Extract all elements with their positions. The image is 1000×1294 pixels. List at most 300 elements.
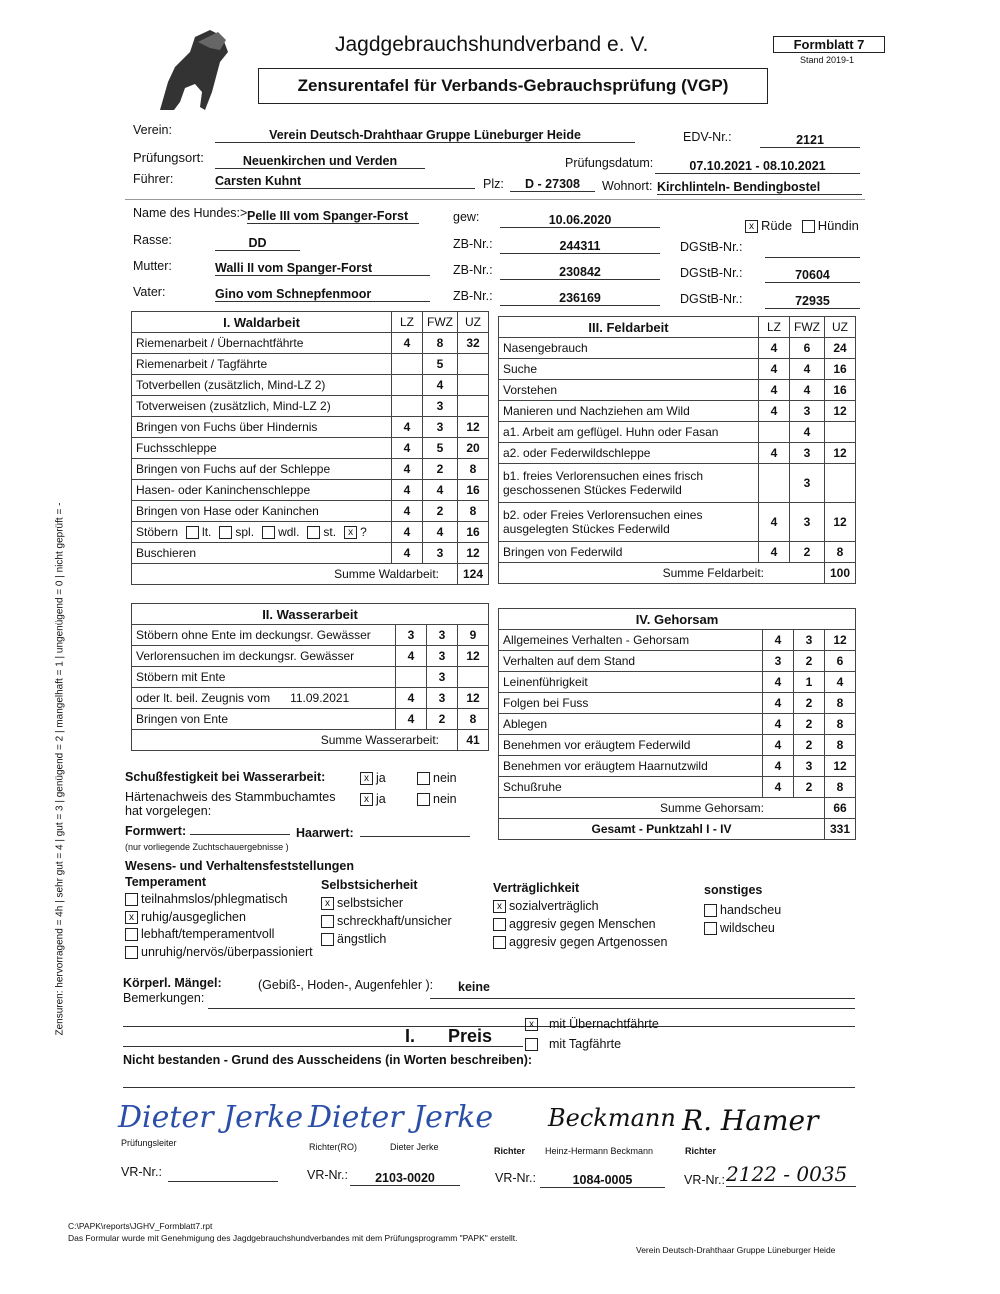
datum-label: Prüfungsdatum:: [565, 156, 654, 170]
wald-row-uz: [458, 375, 489, 396]
temperament-label: unruhig/nervös/überpassioniert: [141, 944, 313, 959]
uebernacht-option[interactable]: [525, 1017, 659, 1031]
stoebern-checkbox[interactable]: [307, 526, 320, 539]
gehorsam-row-label-text: Folgen bei Fuss: [503, 696, 589, 710]
wasser-row-label-text: oder lt. beil. Zeugnis vom: [136, 691, 271, 705]
ruede-checkbox[interactable]: x: [745, 220, 758, 233]
wald-row-label-text: Bringen von Fuchs über Hindernis: [136, 420, 318, 434]
selbst-option[interactable]: [321, 912, 452, 930]
feld-row-label: [499, 401, 759, 422]
gehorsam-row-label: [499, 672, 763, 693]
wasser-row-uz: [458, 667, 489, 688]
footer-path: C:\PAPK\reports\JGHV_Formblatt7.rpt: [68, 1221, 213, 1231]
formwert-note: (nur vorliegende Zuchtschauergebnisse ): [125, 842, 289, 852]
temperament-label: ruhig/ausgeglichen: [141, 909, 246, 924]
wald-row-fwz: 3: [423, 417, 458, 438]
zb-label: ZB-Nr.:: [453, 237, 493, 251]
wald-row-fwz: 5: [423, 354, 458, 375]
feld-row-fwz: 4: [790, 359, 825, 380]
feld-row-fwz: 4: [790, 380, 825, 401]
gehorsam-row-lz: 4: [763, 714, 794, 735]
feld-header: [499, 317, 856, 338]
mutter-zb: 230842: [500, 265, 660, 280]
gehorsam-row-uz: 8: [825, 714, 856, 735]
wasser-header: [132, 604, 489, 625]
gehorsam-row-fwz: 2: [794, 651, 825, 672]
stoebern-option[interactable]: [307, 525, 336, 539]
preis-label: Preis: [448, 1026, 493, 1046]
plz-label: Plz:: [483, 177, 504, 191]
separator: [125, 199, 865, 200]
vert-checkbox[interactable]: [493, 936, 506, 949]
wald-row: [132, 438, 489, 459]
ruede-option[interactable]: [745, 218, 859, 233]
temperament-title: Temperament: [125, 875, 207, 889]
selbst-list: [321, 894, 452, 948]
vert-checkbox[interactable]: x: [493, 900, 506, 913]
gehorsam-row-fwz: 2: [794, 714, 825, 735]
vert-list: [493, 897, 667, 951]
feld-row-uz: [825, 422, 856, 443]
gehorsam-row-label: [499, 777, 763, 798]
wald-row-uz: [458, 354, 489, 375]
feldarbeit-table: [498, 316, 856, 584]
wald-row-label-text: Fuchsschleppe: [136, 441, 217, 455]
selbst-title: Selbstsicherheit: [321, 878, 418, 892]
feld-sum: 100: [825, 563, 856, 584]
gew-label: gew:: [453, 210, 480, 224]
wasser-row: [132, 646, 489, 667]
wald-row-lz: 4: [392, 543, 423, 564]
gehorsam-row: [499, 756, 856, 777]
wald-row-fwz: 2: [423, 501, 458, 522]
feld-row-uz: 16: [825, 359, 856, 380]
wohnort-label: Wohnort:: [602, 179, 653, 193]
vr-label-2: VR-Nr.:: [307, 1168, 348, 1182]
gehorsam-row-fwz: 2: [794, 735, 825, 756]
selbst-option[interactable]: [321, 930, 452, 948]
feld-row: [499, 443, 856, 464]
gehorsam-row-uz: 8: [825, 693, 856, 714]
col-lz: LZ: [759, 317, 790, 338]
nicht-line-1: [123, 1087, 855, 1088]
wald-row-fwz: 8: [423, 333, 458, 354]
mutter-value: Walli II vom Spanger-Forst: [215, 261, 430, 276]
wasser-row: [132, 688, 489, 709]
stoebern-option[interactable]: [186, 525, 211, 539]
richter-2-name: Heinz-Hermann Beckmann: [545, 1146, 654, 1156]
wasser-row-fwz: 3: [427, 625, 458, 646]
feld-row-label-text: Bringen von Federwild: [503, 545, 623, 559]
huendin-checkbox[interactable]: [802, 220, 815, 233]
wald-row-label-text: Bringen von Fuchs auf der Schleppe: [136, 462, 331, 476]
wasser-row-label: [132, 688, 396, 709]
form-stand: Stand 2019-1: [800, 55, 855, 65]
gehorsam-row-fwz: 3: [794, 630, 825, 651]
gehorsam-title: IV. Gehorsam: [499, 609, 856, 630]
dog-name-label: Name des Hundes:>: [133, 206, 248, 220]
vert-option[interactable]: [493, 933, 667, 951]
ort-label: Prüfungsort:: [133, 150, 204, 165]
gehorsam-row: [499, 714, 856, 735]
wasser-sum: 41: [458, 730, 489, 751]
temperament-list: [125, 891, 313, 961]
total-label: Gesamt - Punktzahl I - IV: [499, 819, 825, 840]
wald-row-uz: [458, 396, 489, 417]
sonst-title: sonstiges: [704, 883, 763, 897]
feld-row-label: [499, 422, 759, 443]
gehorsam-row-label: [499, 630, 763, 651]
gehorsam-row-label-text: Ablegen: [503, 717, 548, 731]
wald-row-label: [132, 396, 392, 417]
vert-label: aggresiv gegen Artgenossen: [509, 935, 668, 949]
gehorsam-row-fwz: 3: [794, 756, 825, 777]
feld-row-uz: 12: [825, 401, 856, 422]
sonst-label: wildscheu: [720, 921, 775, 935]
wald-row: [132, 480, 489, 501]
temperament-checkbox[interactable]: [125, 946, 138, 959]
gehorsam-row-fwz: 1: [794, 672, 825, 693]
wald-row-label-text: Totverbellen (zusätzlich, Mind-LZ 2): [136, 378, 326, 392]
feld-row-lz: 4: [759, 542, 790, 563]
haerte-nein-checkbox[interactable]: [417, 793, 430, 806]
wald-row: [132, 543, 489, 564]
verein-value: Verein Deutsch-Drahthaar Gruppe Lüneburger Heide: [215, 128, 635, 143]
feld-row-fwz: 6: [790, 338, 825, 359]
uebernacht-label: mit Übernachtfährte: [549, 1017, 659, 1031]
gehorsam-row-label: [499, 714, 763, 735]
vert-option[interactable]: [493, 897, 667, 915]
selbst-checkbox[interactable]: [321, 933, 334, 946]
wald-row-label-text: Totverweisen (zusätzlich, Mind-LZ 2): [136, 399, 331, 413]
sonst-option[interactable]: [704, 919, 781, 937]
selbst-checkbox[interactable]: [321, 915, 334, 928]
feld-row-label-text: Vorstehen: [503, 383, 558, 397]
feld-row: [499, 542, 856, 563]
wasser-row-fwz: 3: [427, 667, 458, 688]
wald-row-lz: 4: [392, 480, 423, 501]
gehorsam-row-lz: 4: [763, 672, 794, 693]
feld-row-label-text: a2. oder Federwildschleppe: [503, 446, 651, 460]
feld-row: [499, 359, 856, 380]
wald-sum: 124: [458, 564, 489, 585]
wasser-row-label: [132, 625, 396, 646]
dog-name-label-text: Name des Hundes:: [133, 206, 241, 220]
stoebern-option-label: ?: [360, 524, 367, 539]
feld-row-label: [499, 503, 759, 542]
wald-row-lz: 4: [392, 333, 423, 354]
gehorsam-row-label-text: Allgemeines Verhalten - Gehorsam: [503, 633, 690, 647]
haarwert-line: [360, 836, 470, 837]
wasser-row-uz: 8: [458, 709, 489, 730]
koerper-line: [430, 998, 855, 999]
wasser-title: II. Wasserarbeit: [132, 604, 489, 625]
wald-row-uz: 8: [458, 501, 489, 522]
haerte-nein-label: nein: [433, 792, 457, 806]
vater-dgstb: 72935: [765, 294, 860, 309]
vert-label: aggresiv gegen Menschen: [509, 917, 656, 931]
org-name: Jagdgebrauchshundverband e. V.: [335, 33, 649, 56]
gehorsam-row-uz: 8: [825, 777, 856, 798]
vater-value: Gino vom Schnepfenmoor: [215, 287, 430, 302]
gehorsam-row-label-text: Benehmen vor eräugtem Haarnutzwild: [503, 759, 708, 773]
gehorsam-row-uz: 6: [825, 651, 856, 672]
vr-label-1: VR-Nr.:: [121, 1165, 162, 1179]
temperament-option[interactable]: [125, 891, 313, 909]
col-lz: LZ: [392, 312, 423, 333]
schuss-nein[interactable]: [417, 771, 457, 785]
wald-row-label: [132, 501, 392, 522]
stoebern-option-label: st.: [323, 524, 337, 539]
wald-row-fwz: 2: [423, 459, 458, 480]
feld-row-lz: 4: [759, 443, 790, 464]
wald-row-lz: 4: [392, 459, 423, 480]
sonst-option[interactable]: [704, 901, 781, 919]
footer-verein: Verein Deutsch-Drahthaar Gruppe Lüneburger Heide: [636, 1245, 836, 1255]
wasser-row-lz: 3: [396, 625, 427, 646]
wald-row-lz: 4: [392, 522, 423, 543]
tag-label: mit Tagfährte: [549, 1037, 622, 1051]
waldarbeit-table: [131, 311, 489, 585]
feld-row-label-text: b1. freies Verlorensuchen eines frisch geschossenen Stückes Federwild: [503, 469, 704, 497]
wasser-row: [132, 667, 489, 688]
schuss-ja-checkbox[interactable]: x: [360, 772, 373, 785]
dgstb-value: [765, 243, 860, 258]
gehorsam-row-label: [499, 651, 763, 672]
wasser-sum-row: [132, 730, 489, 751]
preis-rank: I.: [405, 1026, 416, 1046]
wald-row-label-text: Stöbern: [136, 524, 179, 539]
wasser-row: [132, 625, 489, 646]
wald-row-label: [132, 333, 392, 354]
wald-row-label-text: Riemenarbeit / Tagfährte: [136, 357, 268, 371]
form-number: Formblatt 7: [773, 36, 885, 53]
feld-row-label: [499, 359, 759, 380]
wald-row: [132, 522, 489, 543]
haerte-nein[interactable]: [417, 792, 457, 806]
wasser-row-lz: 4: [396, 646, 427, 667]
stoebern-checkbox[interactable]: [186, 526, 199, 539]
fuehrer-value: Carsten Kuhnt: [215, 174, 475, 189]
richter-ro-name: Dieter Jerke: [390, 1142, 439, 1152]
feld-row-label-text: Manieren und Nachziehen am Wild: [503, 404, 690, 418]
formwert-line: [190, 834, 290, 835]
col-uz: UZ: [458, 312, 489, 333]
zeugnis-date: 11.09.2021: [290, 691, 350, 705]
gehorsam-row: [499, 777, 856, 798]
wald-row-uz: 16: [458, 522, 489, 543]
feld-row-lz: 4: [759, 359, 790, 380]
vater-label: Vater:: [133, 285, 166, 299]
feld-title: III. Feldarbeit: [499, 317, 759, 338]
gehorsam-row-label-text: Verhalten auf dem Stand: [503, 654, 636, 668]
wald-row-lz: [392, 375, 423, 396]
wald-row-label: [132, 375, 392, 396]
gehorsam-row: [499, 651, 856, 672]
wasser-row-label-text: Stöbern mit Ente: [136, 670, 226, 684]
gehorsam-row-label-text: Schußruhe: [503, 780, 562, 794]
wald-row-label-text: Hasen- oder Kaninchenschleppe: [136, 483, 311, 497]
wald-row-label-text: Bringen von Hase oder Kaninchen: [136, 504, 319, 518]
gehorsam-row-label-text: Leinenführigkeit: [503, 675, 588, 689]
signature-richter-2: Beckmann: [548, 1104, 676, 1132]
uebernacht-checkbox[interactable]: x: [525, 1018, 538, 1031]
feld-row-lz: 4: [759, 338, 790, 359]
wald-row: [132, 501, 489, 522]
wald-row-label: [132, 354, 392, 375]
gehorsam-header: [499, 609, 856, 630]
vr-value-1: [168, 1167, 278, 1182]
temperament-label: lebhaft/temperamentvoll: [141, 927, 275, 941]
selbst-option[interactable]: [321, 894, 452, 912]
gehorsam-row: [499, 630, 856, 651]
wald-row-fwz: 4: [423, 480, 458, 501]
wasser-row-uz: 12: [458, 646, 489, 667]
wald-sum-label: Summe Waldarbeit:: [132, 564, 458, 585]
gehorsam-row: [499, 693, 856, 714]
bemerk-label: Bemerkungen:: [123, 991, 205, 1005]
temperament-checkbox[interactable]: [125, 893, 138, 906]
gehorsam-row-uz: 12: [825, 756, 856, 777]
feld-row: [499, 422, 856, 443]
vater-zb-label: ZB-Nr.:: [453, 289, 493, 303]
dgstb-label: DGStB-Nr.:: [680, 240, 743, 254]
stoebern-option[interactable]: [219, 525, 254, 539]
wald-row-fwz: 4: [423, 522, 458, 543]
preis-line: [123, 1046, 523, 1047]
verein-label: Verein:: [133, 123, 172, 137]
col-fwz: FWZ: [423, 312, 458, 333]
wasser-row-uz: 9: [458, 625, 489, 646]
wasser-row-lz: 4: [396, 688, 427, 709]
wald-row-label: [132, 417, 392, 438]
schuss-nein-label: nein: [433, 771, 457, 785]
stoebern-option[interactable]: [344, 525, 367, 539]
gehorsam-row-fwz: 2: [794, 777, 825, 798]
temperament-option[interactable]: [125, 926, 313, 944]
schuss-nein-checkbox[interactable]: [417, 772, 430, 785]
tag-option[interactable]: [525, 1037, 621, 1051]
huendin-label: Hündin: [817, 218, 859, 233]
wald-row-label: [132, 459, 392, 480]
feld-row-lz: 4: [759, 503, 790, 542]
wald-row-uz: 32: [458, 333, 489, 354]
selbst-checkbox[interactable]: x: [321, 897, 334, 910]
wald-sum-row: [132, 564, 489, 585]
wald-row-label: [132, 438, 392, 459]
stoebern-checkbox[interactable]: x: [344, 526, 357, 539]
ort-value: Neuenkirchen und Verden: [215, 154, 425, 169]
mutter-label: Mutter:: [133, 259, 172, 273]
feld-row-label: [499, 542, 759, 563]
temperament-checkbox[interactable]: x: [125, 911, 138, 924]
rasse-value: DD: [215, 236, 300, 251]
feld-row-lz: [759, 422, 790, 443]
wald-row: [132, 459, 489, 480]
gehorsam-row-label: [499, 693, 763, 714]
sonst-checkbox[interactable]: [704, 904, 717, 917]
sonst-checkbox[interactable]: [704, 922, 717, 935]
wald-row: [132, 333, 489, 354]
feld-row-fwz: 4: [790, 422, 825, 443]
stoebern-option[interactable]: [262, 525, 299, 539]
vert-checkbox[interactable]: [493, 918, 506, 931]
richter-ro-label: Richter(RO): [309, 1142, 358, 1152]
vater-zb: 236169: [500, 291, 660, 306]
feld-row-label-text: a1. Arbeit am geflügel. Huhn oder Fasan: [503, 425, 719, 439]
wasser-row-label-text: Stöbern ohne Ente im deckungsr. Gewässer: [136, 628, 371, 642]
tag-checkbox[interactable]: [525, 1038, 538, 1051]
gew-value: 10.06.2020: [500, 213, 660, 228]
wald-rows: [132, 333, 489, 564]
gehorsam-row-lz: 4: [763, 630, 794, 651]
stoebern-option-label: lt.: [202, 524, 212, 539]
feld-row-fwz: 3: [790, 401, 825, 422]
sonst-list: [704, 901, 781, 937]
wesen-title: Wesens- und Verhaltensfeststellungen: [125, 859, 354, 873]
feld-row-uz: [825, 464, 856, 503]
wald-row-uz: 20: [458, 438, 489, 459]
stoebern-checkbox[interactable]: [219, 526, 232, 539]
gehorsam-sum-row: [499, 798, 856, 819]
vr-value-2: 2103-0020: [350, 1171, 460, 1186]
wald-row: [132, 396, 489, 417]
gehorsam-table: [498, 608, 856, 840]
feld-row-fwz: 3: [790, 503, 825, 542]
temperament-option[interactable]: [125, 909, 313, 927]
wohnort-value: Kirchlinteln- Bendingbostel: [657, 180, 862, 195]
feld-row-uz: 16: [825, 380, 856, 401]
datum-value: 07.10.2021 - 08.10.2021: [655, 159, 860, 174]
jghv-logo: [150, 22, 235, 114]
selbst-label: ängstlich: [337, 932, 387, 946]
haerte-ja[interactable]: [360, 792, 386, 806]
gehorsam-row-label: [499, 735, 763, 756]
selbst-label: selbstsicher: [337, 896, 403, 910]
vr-label-3: VR-Nr.:: [495, 1171, 536, 1185]
gehorsam-row: [499, 735, 856, 756]
total-row: [499, 819, 856, 840]
temperament-checkbox[interactable]: [125, 928, 138, 941]
edv-label: EDV-Nr.:: [683, 130, 732, 144]
gehorsam-row-label: [499, 756, 763, 777]
schuss-ja[interactable]: [360, 771, 386, 785]
wald-row-label: [132, 543, 392, 564]
grade-scale: Zensuren: hervorragend = 4h | sehr gut = 4 | gut = 3 | genügend = 2 | mangelhaft = 1 | ungenügend = 0 | nicht geprüft = -: [54, 502, 66, 1036]
zb-value: 244311: [500, 239, 660, 254]
wasser-row-fwz: 3: [427, 688, 458, 709]
feld-row-uz: 8: [825, 542, 856, 563]
feld-sum-label: Summe Feldarbeit:: [499, 563, 825, 584]
stoebern-checkbox[interactable]: [262, 526, 275, 539]
stoebern-option-label: wdl.: [278, 524, 300, 539]
wasser-row-label: [132, 646, 396, 667]
feld-row: [499, 464, 856, 503]
wald-header: [132, 312, 489, 333]
vert-option[interactable]: [493, 915, 667, 933]
wald-row-uz: 8: [458, 459, 489, 480]
haerte-ja-checkbox[interactable]: x: [360, 793, 373, 806]
wald-row-fwz: 4: [423, 375, 458, 396]
temperament-option[interactable]: [125, 944, 313, 962]
feld-row-label: [499, 443, 759, 464]
feld-row: [499, 401, 856, 422]
gehorsam-row-lz: 4: [763, 756, 794, 777]
mutter-zb-label: ZB-Nr.:: [453, 263, 493, 277]
edv-value: 2121: [760, 133, 860, 148]
nicht-bestanden-label: Nicht bestanden - Grund des Ausscheidens (in Worten beschreiben):: [123, 1053, 533, 1067]
feld-row: [499, 380, 856, 401]
